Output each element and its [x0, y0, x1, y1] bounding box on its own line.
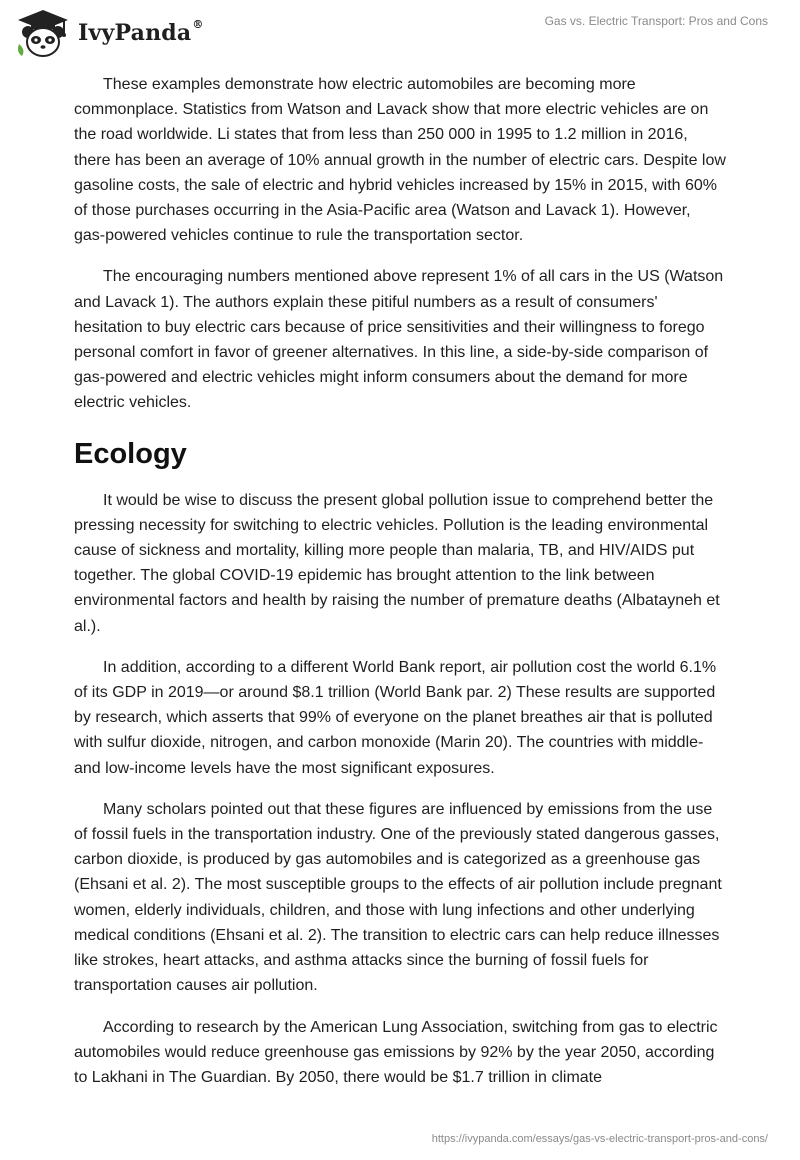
brand-name[interactable]: IvyPanda® — [78, 18, 204, 46]
paragraph: These examples demonstrate how electric automobiles are becoming more commonplace. Statistics from Watson and Lavack show that more electric vehicles are on the road worldwide. Li states that from less than 250 000 in 1995 to 1.2 million in 2016, there has been an average of 10% annual growth in the number of electric cars. Despite low gasoline costs, the sale of electric and hybrid vehicles increased by 15% in 2015, with 60% of those purchases occurring in the Asia-Pacific area (Watson and Lavack 1). However, gas-powered vehicles continue to rule the transportation sector. — [74, 76, 726, 245]
section-heading-ecology: Ecology — [74, 437, 187, 470]
registered-mark: ® — [192, 18, 204, 31]
paragraph: In addition, according to a different World Bank report, air pollution cost the world 6.1% of its GDP in 2019—or around $8.1 trillion (World Bank par. 2) These results are supported by research, which asserts that 99% of everyone on the planet breathes air that is polluted with sulfur dioxide, nitrogen, and carbon monoxide (Marin 20). The countries with middle- and low-income levels have the most significant exposures. — [74, 658, 717, 777]
page-header — [0, 0, 800, 64]
essay-content — [74, 72, 726, 1106]
source-url[interactable]: https://ivypanda.com/essays/gas-vs-electric-transport-pros-and-cons/ — [431, 1133, 768, 1145]
paragraph: The encouraging numbers mentioned above represent 1% of all cars in the US (Watson and Lavack 1). The authors explain these pitiful numbers as a result of consumers' hesitation to buy electric cars because of price sensitivities and their willingness to forego personal comfort in favor of greener alternatives. In this line, a side-by-side comparison of gas-powered and electric vehicles might inform consumers about the demand for more electric vehicles. — [74, 268, 724, 412]
paragraph: It would be wise to discuss the present global pollution issue to comprehend better the pressing necessity for switching to electric vehicles. Pollution is the leading environmental cause of sickness and mortality, killing more people than malaria, TB, and HIV/AIDS put together. The global COVID-19 epidemic has brought attention to the link between environmental factors and health by raising the number of premature deaths (Albatayneh et al.). — [74, 491, 720, 635]
document-title: Gas vs. Electric Transport: Pros and Cons — [544, 14, 768, 28]
paragraph: According to research by the American Lung Association, switching from gas to electric automobiles would reduce greenhouse gas emissions by 92% by the year 2050, according to Lakhani in The Guardian. By 2050, there would be $1.7 trillion in climate — [74, 1018, 718, 1086]
paragraph: Many scholars pointed out that these figures are influenced by emissions from the use of fossil fuels in the transportation industry. One of the previously stated dangerous gasses, carbon dioxide, is produced by gas automobiles and is categorized as a greenhouse gas (Ehsani et al. 2). The most susceptible groups to the effects of air pollution include pregnant women, elderly individuals, children, and those with lung infections and other underlying medical conditions (Ehsani et al. 2). The transition to electric cars can help reduce illnesses like strokes, heart attacks, and asthma attacks since the burning of fossil fuels for transportation causes air pollution. — [74, 800, 722, 995]
panda-graduate-logo-icon[interactable] — [14, 8, 72, 58]
